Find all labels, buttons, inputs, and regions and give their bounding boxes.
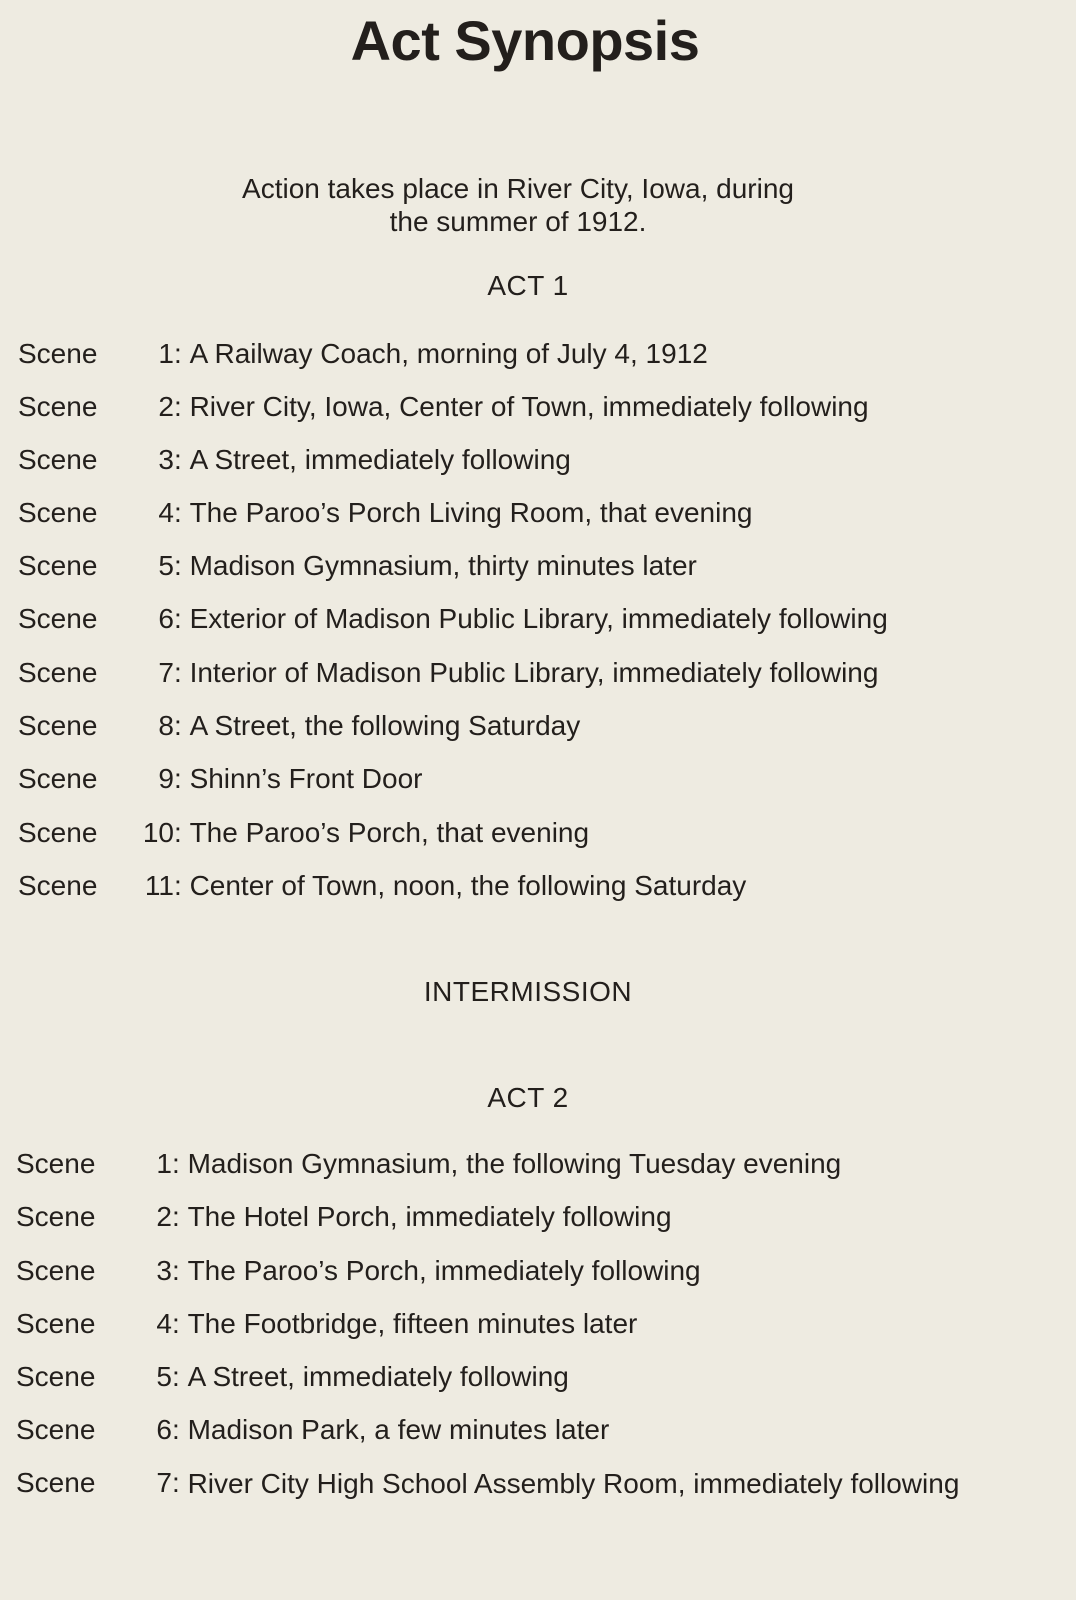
act-2-heading: ACT 2 (487, 1082, 569, 1113)
scene-description: A Street, immediately following (189, 444, 571, 475)
scene-label: Scene (16, 1148, 96, 1179)
scene-description: Madison Gymnasium, thirty minutes later (189, 550, 697, 581)
scene-label: Scene (18, 497, 98, 528)
setting-line-1: Action takes place in River City, Iowa, during (242, 173, 794, 204)
scene-row: Scene 9: Shinn’s Front Door (18, 763, 423, 794)
scene-row: Scene 3: The Paroo’s Porch, immediately following (16, 1255, 701, 1286)
scene-label: Scene (16, 1201, 96, 1232)
scene-row: Scene 2: River City, Iowa, Center of Town, immediately following (18, 391, 869, 422)
scene-description: Shinn’s Front Door (189, 763, 423, 794)
scene-row: Scene 1: A Railway Coach, morning of July 4, 1912 (18, 338, 708, 369)
scene-label: Scene (18, 444, 98, 475)
scene-number: 6 (156, 1414, 172, 1445)
scene-label: Scene (16, 1361, 96, 1392)
scene-label: Scene (18, 391, 98, 422)
scene-number: 5 (156, 1361, 172, 1392)
scene-description: A Railway Coach, morning of July 4, 1912 (189, 338, 708, 369)
scene-description: The Paroo’s Porch Living Room, that evening (189, 497, 753, 528)
scene-row: Scene 6: Madison Park, a few minutes later (16, 1414, 610, 1445)
scene-description: The Paroo’s Porch, that evening (189, 817, 590, 848)
scene-number: 3 (156, 1255, 172, 1286)
scene-number: 1 (158, 338, 174, 369)
scene-label: Scene (18, 657, 98, 688)
scene-row: Scene 8: A Street, the following Saturday (18, 710, 581, 741)
scene-row: Scene 6: Exterior of Madison Public Library, immediately following (18, 603, 888, 634)
scene-description: The Paroo’s Porch, immediately following (187, 1255, 701, 1286)
scene-row: Scene 3: A Street, immediately following (18, 444, 571, 475)
scene-label: Scene (18, 763, 98, 794)
scene-description: Madison Park, a few minutes later (187, 1414, 610, 1445)
scene-label: Scene (18, 603, 98, 634)
scene-row: Scene 7: Interior of Madison Public Library, immediately following (18, 657, 879, 688)
scene-label: Scene (18, 338, 98, 369)
scene-label: Scene (16, 1308, 96, 1339)
scene-label: Scene (18, 550, 98, 581)
scene-row: Scene 2: The Hotel Porch, immediately following (16, 1201, 672, 1232)
scene-row: Scene 11: Center of Town, noon, the following Saturday (18, 870, 747, 901)
scene-label: Scene (18, 870, 98, 901)
scene-description: Center of Town, noon, the following Saturday (189, 870, 747, 901)
scene-number: 6 (158, 603, 174, 634)
scene-label: Scene (18, 817, 98, 848)
scene-label: Scene (16, 1414, 96, 1445)
scene-number: 7 (158, 657, 174, 688)
scene-number: 11 (144, 870, 174, 901)
scene-number: 10 (142, 817, 174, 848)
scene-description: The Footbridge, fifteen minutes later (187, 1308, 638, 1339)
scene-row: Scene 5: A Street, immediately following (16, 1361, 569, 1392)
setting-line-2: the summer of 1912. (389, 206, 647, 237)
scene-row: Scene 4: The Paroo’s Porch Living Room, that evening (18, 497, 753, 528)
scene-label: Scene (16, 1255, 96, 1286)
scene-number: 3 (158, 444, 174, 475)
scene-number: 9 (158, 763, 174, 794)
scene-description: The Hotel Porch, immediately following (187, 1201, 672, 1232)
scene-row: Scene 10: The Paroo’s Porch, that evening (18, 817, 590, 848)
scene-number: 8 (158, 710, 174, 741)
scene-description: Interior of Madison Public Library, immediately following (189, 657, 879, 688)
scene-number: 1 (156, 1148, 172, 1179)
scene-row: Scene 5: Madison Gymnasium, thirty minutes later (18, 550, 697, 581)
scene-number: 2 (156, 1201, 172, 1232)
page-title: Act Synopsis (350, 9, 700, 72)
scene-number: 5 (158, 550, 174, 581)
scene-description: River City, Iowa, Center of Town, immediately following (189, 391, 869, 422)
act-1-heading: ACT 1 (487, 270, 569, 301)
scene-row: Scene 4: The Footbridge, fifteen minutes later (16, 1308, 638, 1339)
scene-description: River City High School Assembly Room, immediately following (187, 1468, 960, 1499)
scene-description: A Street, the following Saturday (189, 710, 581, 741)
scene-label: Scene (16, 1467, 96, 1498)
scene-description: A Street, immediately following (187, 1361, 569, 1392)
scene-description: Madison Gymnasium, the following Tuesday evening (187, 1148, 842, 1179)
scene-number: 4 (158, 497, 174, 528)
scene-row: Scene 7: River City High School Assembly Room, immediately following (16, 1467, 988, 1510)
scene-description: Exterior of Madison Public Library, immediately following (189, 603, 888, 634)
scene-row: Scene 1: Madison Gymnasium, the following Tuesday evening (16, 1148, 842, 1179)
setting-text (0, 172, 1036, 238)
scene-label: Scene (18, 710, 98, 741)
scene-number: 2 (158, 391, 174, 422)
scene-number: 7 (156, 1467, 172, 1498)
scene-number: 4 (156, 1308, 172, 1339)
intermission-heading: INTERMISSION (423, 976, 633, 1007)
